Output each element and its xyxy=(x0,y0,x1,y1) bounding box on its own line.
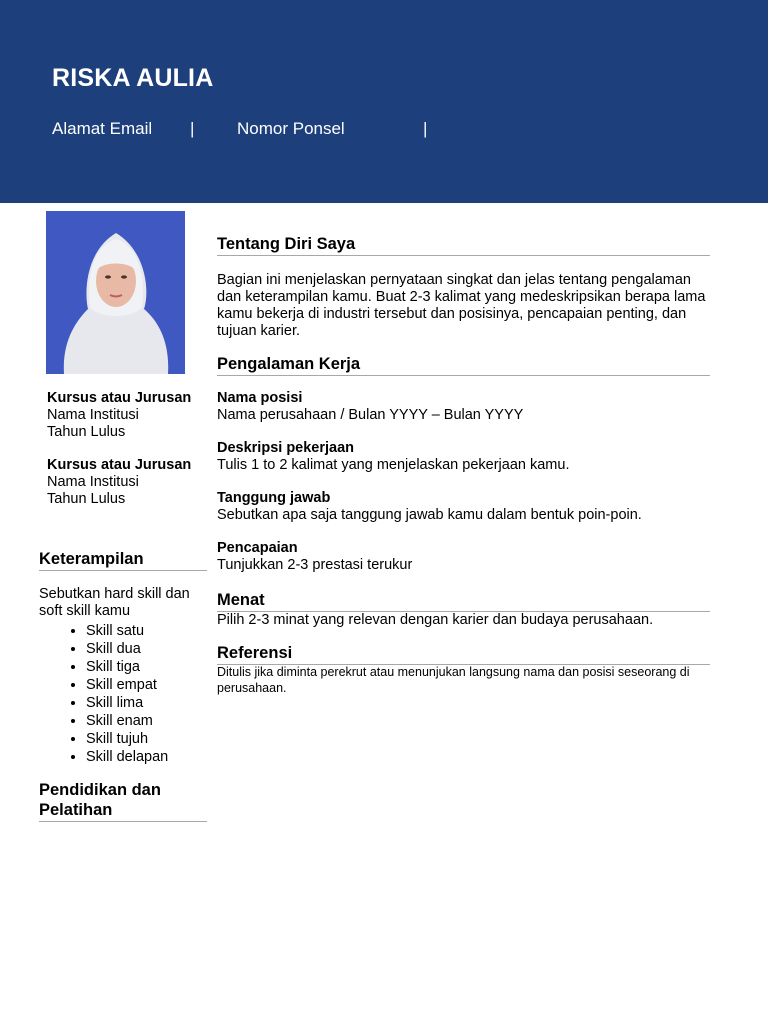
skills-intro: Sebutkan hard skill dan soft skill kamu xyxy=(39,586,190,619)
achievements-label: Pencapaian xyxy=(217,540,298,556)
institution-name: Nama Institusi xyxy=(47,474,139,490)
about-text: Bagian ini menjelaskan pernyataan singkat dan jelas tentang pengalaman dan keterampilan kamu. Buat 2-3 kalimat yang medeskripsikan berapa lama kamu bekerja di industri tersebut dan posisinya, pencapaian penting, dan tujuan karier. xyxy=(217,272,706,339)
education-entry xyxy=(47,390,212,441)
about-title: Tentang Diri Saya xyxy=(217,235,710,256)
responsibilities-text: Sebutkan apa saja tanggung jawab kamu dalam bentuk poin-poin. xyxy=(217,507,642,523)
education-section xyxy=(39,780,207,822)
skill-item: • Skill satu xyxy=(86,622,207,640)
skill-item: • Skill lima xyxy=(86,694,207,712)
education-entry xyxy=(47,457,212,508)
position-text: Nama perusahaan / Bulan YYYY – Bulan YYYY xyxy=(217,407,524,423)
job-description-text: Tulis 1 to 2 kalimat yang menjelaskan pekerjaan kamu. xyxy=(217,457,570,473)
candidate-name: RISKA AULIA xyxy=(52,64,214,92)
skills-list xyxy=(39,622,207,766)
achievements-text: Tunjukkan 2-3 prestasi terukur xyxy=(217,557,413,573)
contact-separator: | xyxy=(423,119,428,138)
skill-item: • Skill tujuh xyxy=(86,730,207,748)
skill-item: • Skill empat xyxy=(86,676,207,694)
resume-header xyxy=(0,0,768,203)
email-label: Alamat Email xyxy=(52,119,153,138)
skill-item: • Skill enam xyxy=(86,712,207,730)
course-name: Kursus atau Jurusan xyxy=(47,390,192,406)
job-description-label: Deskripsi pekerjaan xyxy=(217,440,355,456)
about-section xyxy=(217,235,710,340)
position-label: Nama posisi xyxy=(217,390,303,406)
contact-separator: | xyxy=(190,119,195,138)
experience-section xyxy=(217,355,710,574)
skills-title: Keterampilan xyxy=(39,550,207,571)
experience-block xyxy=(217,390,710,424)
experience-title: Pengalaman Kerja xyxy=(217,355,710,376)
skill-item: • Skill tiga xyxy=(86,658,207,676)
skill-item: • Skill dua xyxy=(86,640,207,658)
interests-title: Menat xyxy=(217,591,710,612)
references-section xyxy=(217,644,710,696)
graduation-year: Tahun Lulus xyxy=(47,491,126,507)
graduation-year: Tahun Lulus xyxy=(47,424,126,440)
references-title: Referensi xyxy=(217,644,710,665)
education-title: Pendidikan dan Pelatihan xyxy=(39,780,207,822)
institution-name: Nama Institusi xyxy=(47,407,139,423)
responsibilities-label: Tanggung jawab xyxy=(217,490,331,506)
experience-block xyxy=(217,540,710,574)
person-portrait-icon xyxy=(46,211,185,374)
interests-section xyxy=(217,591,710,629)
profile-photo xyxy=(46,211,185,374)
interests-text: Pilih 2-3 minat yang relevan dengan karier dan budaya perusahaan. xyxy=(217,612,654,628)
experience-block xyxy=(217,490,710,524)
phone-label: Nomor Ponsel xyxy=(237,119,345,138)
skill-item: • Skill delapan xyxy=(86,748,207,766)
skills-section xyxy=(39,550,207,766)
course-name: Kursus atau Jurusan xyxy=(47,457,192,473)
references-text: Ditulis jika diminta perekrut atau menunjukan langsung nama dan posisi seseorang di perusahaan. xyxy=(217,665,690,695)
experience-block xyxy=(217,440,710,474)
